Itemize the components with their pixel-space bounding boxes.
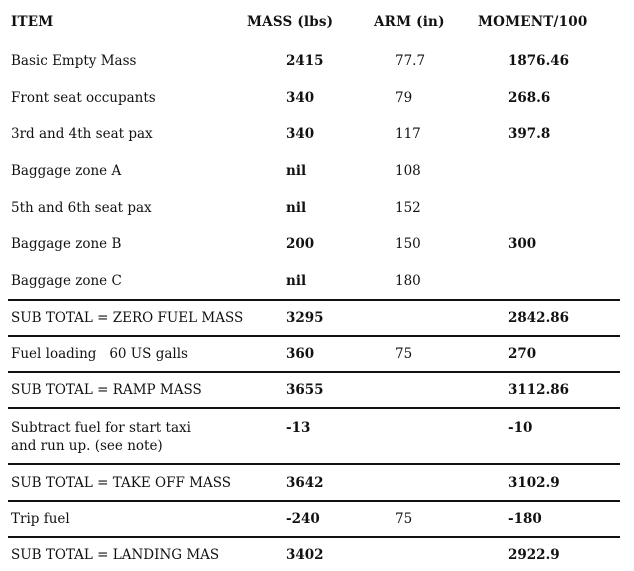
moment-cell: -10	[508, 420, 533, 436]
item-cell: Fuel loading 60 US galls	[11, 346, 188, 362]
row-divider	[8, 299, 620, 301]
row-divider	[8, 335, 620, 337]
row-divider	[8, 500, 620, 502]
arm-cell: 117	[395, 126, 421, 142]
arm-cell: 75	[395, 346, 413, 362]
moment-cell: 2842.86	[508, 310, 570, 326]
row-divider	[8, 407, 620, 409]
mass-cell: 3402	[286, 547, 324, 563]
moment-cell: -180	[508, 511, 542, 527]
mass-cell: nil	[286, 163, 307, 179]
arm-cell: 77.7	[395, 53, 426, 69]
item-cell: Subtract fuel for start taxi and run up. (see note)	[11, 420, 191, 454]
item-cell: Front seat occupants	[11, 90, 156, 106]
item-cell: SUB TOTAL = TAKE OFF MASS	[11, 475, 231, 491]
header-mass: MASS (lbs)	[247, 14, 334, 30]
mass-cell: 3642	[286, 475, 324, 491]
moment-cell: 2922.9	[508, 547, 560, 563]
header-moment: MOMENT/100	[478, 14, 588, 30]
mass-cell: -240	[286, 511, 320, 527]
mass-cell: 200	[286, 236, 315, 252]
mass-cell: 360	[286, 346, 315, 362]
mass-cell: nil	[286, 273, 307, 289]
mass-cell: 340	[286, 126, 315, 142]
moment-cell: 300	[508, 236, 537, 252]
item-cell: Basic Empty Mass	[11, 53, 137, 69]
moment-cell: 3112.86	[508, 382, 570, 398]
mass-cell: -13	[286, 420, 311, 436]
moment-cell: 3102.9	[508, 475, 560, 491]
header-item: ITEM	[11, 14, 54, 30]
item-cell: Trip fuel	[11, 511, 70, 527]
item-cell: Baggage zone A	[11, 163, 122, 179]
mass-cell: nil	[286, 200, 307, 216]
mass-cell: 3655	[286, 382, 324, 398]
row-divider	[8, 463, 620, 465]
header-arm: ARM (in)	[374, 14, 445, 30]
arm-cell: 152	[395, 200, 421, 216]
mass-cell: 2415	[286, 53, 324, 69]
item-cell: 5th and 6th seat pax	[11, 200, 152, 216]
arm-cell: 108	[395, 163, 421, 179]
item-cell: Baggage zone C	[11, 273, 122, 289]
moment-cell: 1876.46	[508, 53, 570, 69]
item-cell: SUB TOTAL = ZERO FUEL MASS	[11, 310, 244, 326]
item-cell: 3rd and 4th seat pax	[11, 126, 153, 142]
arm-cell: 150	[395, 236, 421, 252]
arm-cell: 75	[395, 511, 413, 527]
moment-cell: 397.8	[508, 126, 551, 142]
moment-cell: 270	[508, 346, 537, 362]
moment-cell: 268.6	[508, 90, 551, 106]
item-cell: Baggage zone B	[11, 236, 122, 252]
row-divider	[8, 536, 620, 538]
mass-cell: 3295	[286, 310, 324, 326]
arm-cell: 79	[395, 90, 413, 106]
mass-cell: 340	[286, 90, 315, 106]
row-divider	[8, 371, 620, 373]
item-cell: SUB TOTAL = LANDING MAS	[11, 547, 220, 563]
item-cell: SUB TOTAL = RAMP MASS	[11, 382, 202, 398]
arm-cell: 180	[395, 273, 421, 289]
